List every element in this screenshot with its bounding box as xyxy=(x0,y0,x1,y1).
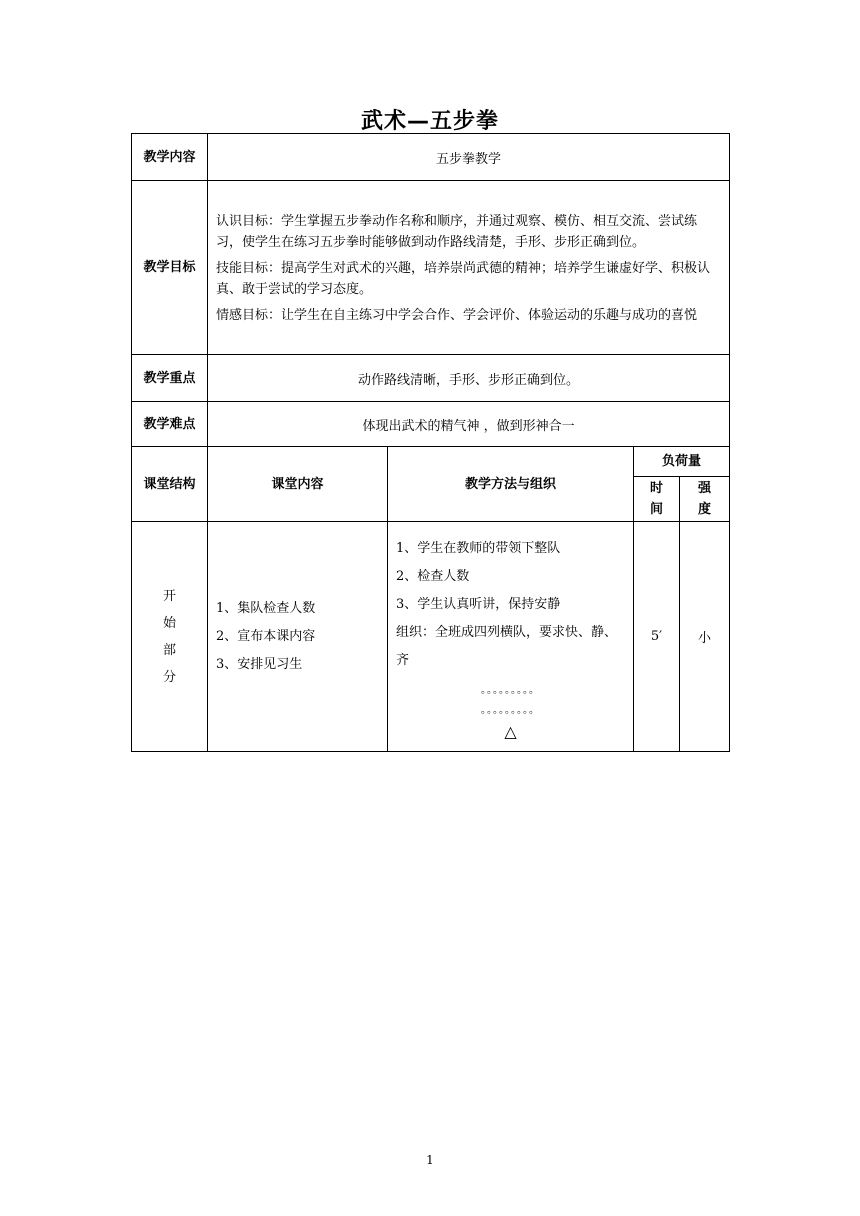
course-content-header: 课堂内容 xyxy=(208,447,388,522)
method-header: 教学方法与组织 xyxy=(388,447,634,522)
method-item: 1、学生在教师的带领下整队 xyxy=(396,540,561,556)
method-item: 2、检查人数 xyxy=(396,568,470,584)
formation-diagram xyxy=(396,681,625,721)
structure-header: 课堂结构 xyxy=(132,447,208,522)
objectives-row xyxy=(132,181,730,355)
content-item: 3、安排见习生 xyxy=(216,656,303,672)
lesson-plan-table xyxy=(131,133,730,752)
opening-section-label: 开始部分 xyxy=(132,522,208,752)
formation-row: 。。。。。。。。。 xyxy=(481,704,540,716)
opening-content-cell xyxy=(208,522,388,752)
opening-method-cell xyxy=(388,522,634,752)
difficulty-value: 体现出武术的精气神 ，做到形神合一 xyxy=(208,402,730,447)
content-item: 2、宣布本课内容 xyxy=(216,628,316,644)
opening-section-row xyxy=(132,522,730,752)
page-title: 武术—五步拳 xyxy=(360,109,499,134)
teacher-triangle-icon: △ xyxy=(504,721,517,741)
page-number: 1 xyxy=(426,1153,434,1167)
content-value: 五步拳教学 xyxy=(208,134,730,181)
method-item: 3、学生认真听讲，保持安静 xyxy=(396,596,561,612)
objectives-label: 教学目标 xyxy=(132,181,208,355)
load-header: 负荷量 xyxy=(634,447,730,477)
key-points-label: 教学重点 xyxy=(132,355,208,402)
objectives-cell xyxy=(208,181,730,355)
intensity-header: 强度 xyxy=(680,477,730,522)
key-points-value: 动作路线清晰，手形、步形正确到位。 xyxy=(208,355,730,402)
key-points-row xyxy=(132,355,730,402)
difficulty-row xyxy=(132,402,730,447)
opening-time: 5′ xyxy=(634,522,680,752)
time-header: 时间 xyxy=(634,477,680,522)
difficulty-label: 教学难点 xyxy=(132,402,208,447)
content-label: 教学内容 xyxy=(132,134,208,181)
content-row xyxy=(132,134,730,181)
method-item: 组织：全班成四列横队，要求快、静、齐 xyxy=(396,624,618,668)
objective-affective: 情感目标：让学生在自主练习中学会合作、学会评价、体验运动的乐趣与成功的喜悦 xyxy=(216,308,698,323)
objective-skill: 技能目标：提高学生对武术的兴趣，培养崇尚武德的精神；培养学生谦虚好学、积极认真、敢于尝试的学习态度。 xyxy=(216,261,711,297)
opening-intensity: 小 xyxy=(680,522,730,752)
formation-row: 。。。。。。。。。 xyxy=(481,684,540,696)
content-item: 1、集队检查人数 xyxy=(216,600,316,616)
structure-header-row xyxy=(132,447,730,477)
objective-cognitive: 认识目标：学生掌握五步拳动作名称和顺序，并通过观察、模仿、相互交流、尝试练习，使学生在练习五步拳时能够做到动作路线清楚，手形、步形正确到位。 xyxy=(216,214,698,250)
